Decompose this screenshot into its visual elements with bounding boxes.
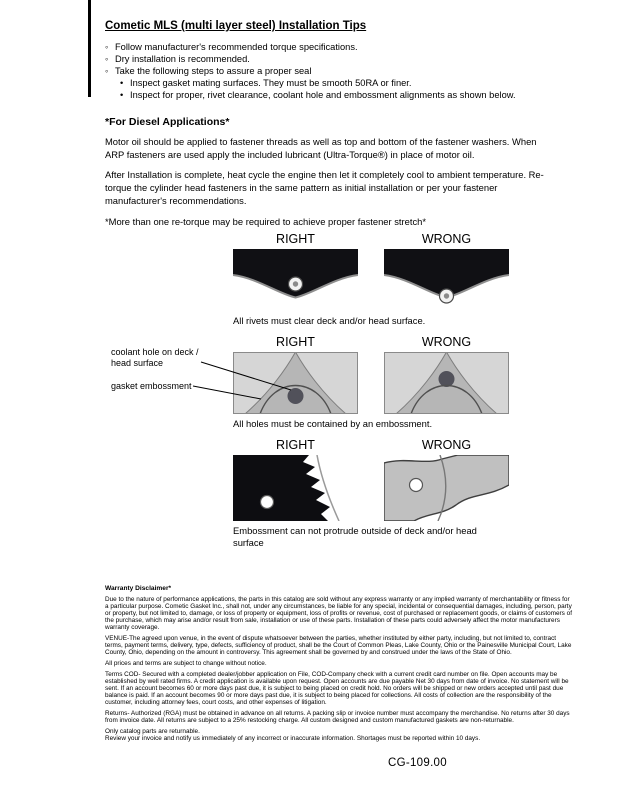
- coolant-hole-icon: [288, 388, 304, 404]
- diagram-side-labels: [111, 347, 213, 392]
- installation-tips-list: [105, 41, 575, 101]
- page-title: Cometic MLS (multi layer steel) Installation Tips: [105, 20, 367, 32]
- dot-bullet-icon: •: [120, 90, 124, 100]
- disclaimer-paragraph: Returns- Authorized (RGA) must be obtained in advance on all returns. A packing slip or invoice number must accompany the merchandise. No returns after 30 days from invoice date. All returns are subject to a 25% restocking charge. All custom designed and custom manufactured gaskets are non-returnable.: [105, 710, 570, 724]
- gasket-embossment-label: gasket embossment: [111, 381, 192, 391]
- sub-tip-text: Inspect gasket mating surfaces. They must be smooth 50RA or finer.: [130, 78, 412, 88]
- rivet-diagram-row: [233, 232, 509, 327]
- embossment-wrong-diagram: [384, 352, 509, 414]
- right-column-header: RIGHT: [276, 232, 315, 246]
- page-code: CG-109.00: [388, 757, 447, 769]
- protrusion-wrong-diagram: [384, 455, 509, 521]
- wrong-column-header: WRONG: [421, 438, 472, 452]
- holes-caption: All holes must be contained by an embossment.: [233, 418, 433, 429]
- tip-item: [105, 53, 575, 65]
- embossment-right-diagram: [233, 352, 358, 414]
- dot-bullet-icon: •: [120, 78, 124, 88]
- wrong-column-header: WRONG: [421, 335, 472, 349]
- coolant-hole-label: coolant hole on deck / head surface: [111, 347, 199, 368]
- tip-sublist: [120, 77, 575, 101]
- retorque-note: *More than one re-torque may be required to achieve proper fastener stretch*: [105, 216, 427, 227]
- protrusion-right-diagram: [233, 455, 358, 521]
- protrusion-diagram-row: [233, 438, 509, 549]
- diagram-section: [111, 232, 509, 549]
- diesel-paragraph-1: Motor oil should be applied to fastener threads as well as top and bottom of the fastener washers. When ARP fasteners are used apply the included lubricant (Ultra-Torque®) in place of motor oil.: [105, 136, 537, 160]
- disclaimer-paragraph: Review your invoice and notify us immediately of any incorrect or inaccurate information. Shortages must be reported within 10 days.: [105, 735, 481, 742]
- right-column-header: RIGHT: [276, 335, 315, 349]
- rivet-icon: [289, 277, 303, 291]
- disclaimer-paragraph: Only catalog parts are returnable.: [105, 728, 200, 735]
- page-content: [105, 20, 575, 746]
- sub-tip-item: [120, 89, 575, 101]
- tip-text: Take the following steps to assure a proper seal: [115, 66, 312, 76]
- circle-bullet-icon: ◦: [105, 42, 109, 52]
- circle-bullet-icon: ◦: [105, 66, 109, 76]
- rivet-right-diagram: [233, 249, 358, 311]
- wrong-column-header: WRONG: [421, 232, 472, 246]
- wrong-column: [384, 438, 509, 521]
- rivet-caption: All rivets must clear deck and/or head surface.: [233, 315, 426, 326]
- right-column: [233, 232, 358, 311]
- page-edge-mark: [88, 0, 91, 97]
- warranty-disclaimer: [105, 585, 572, 742]
- sub-tip-item: [120, 77, 575, 89]
- right-column: [233, 438, 358, 521]
- warranty-disclaimer-heading: Warranty Disclaimer*: [105, 585, 172, 592]
- disclaimer-paragraph: VENUE-The agreed upon venue, in the event of dispute whatsoever between the parties, whether instituted by either party, including, but not limited to, contract terms, payment terms, delivery, type, defects, sufficiency of product, shall be the Court of Common Pleas, Lake County, Ohio or the Painesville Municipal Court, Lake County, Ohio, depending on the amount in controversy. This agreement shall be governed by and construed under the laws of the State of Ohio.: [105, 635, 572, 656]
- disclaimer-paragraph: Terms COD- Secured with a completed dealer/jobber application on File, COD-Company check with a current credit card number on file. Open accounts may be established by well rated firms. A credit application is available upon request. Open accounts are due payable Net 30 days from date of invoice. No statement will be sent. If an account becomes 60 or more days past due, it is subject to being placed on credit hold. No orders will be shipped or new orders accepted until past due balance is paid. If an account becomes 90 or more days past due, it is subject to being placed for collections. All costs of collection are the responsibility of the customer, including attorney fees, court costs, and other expenses of litigation.: [105, 671, 569, 706]
- diesel-paragraph-2: After Installation is complete, heat cycle the engine then let it completely cool to ambient temperature. Re-torque the cylinder head fasteners in the same pattern as initial installation or per your fastener manufacturer's recommendations.: [105, 169, 544, 206]
- disclaimer-paragraph: All prices and terms are subject to change without notice.: [105, 660, 267, 667]
- tip-text: Dry installation is recommended.: [115, 54, 250, 64]
- disclaimer-paragraph: Due to the nature of performance applications, the parts in this catalog are sold without any express warranty or any implied warranty of merchantability or fitness for a particular purpose. Cometic Gasket Inc., shall not, under any circumstances, be liable for any special, incidental or consequential damages, including, person, party or property, but not limited to, damage, or loss of property or equipment, loss of profits or revenue, cost of purchased or replacement goods, or claims of customers of the purchase, which may arise and/or result from sale, installation or use of these parts. Installation of these parts could adversely affect the motor manufacturers warranty coverage.: [105, 596, 572, 631]
- tip-text: Follow manufacturer's recommended torque specifications.: [115, 42, 358, 52]
- protrusion-caption: Embossment can not protrude outside of deck and/or head surface: [233, 525, 477, 548]
- bolt-hole-icon: [410, 479, 423, 492]
- rivet-wrong-diagram: [384, 249, 509, 311]
- rivet-icon: [440, 289, 454, 303]
- right-column-header: RIGHT: [276, 438, 315, 452]
- tip-item: [105, 65, 575, 77]
- coolant-hole-icon: [439, 371, 455, 387]
- sub-tip-text: Inspect for proper, rivet clearance, coolant hole and embossment alignments as shown below.: [130, 90, 516, 100]
- wrong-column: [384, 232, 509, 311]
- right-column: [233, 335, 358, 414]
- bolt-hole-icon: [261, 496, 274, 509]
- coolant-diagram-row: [111, 335, 509, 430]
- diesel-applications-heading: *For Diesel Applications*: [105, 116, 230, 128]
- tip-item: [105, 41, 575, 53]
- circle-bullet-icon: ◦: [105, 54, 109, 64]
- wrong-column: [384, 335, 509, 414]
